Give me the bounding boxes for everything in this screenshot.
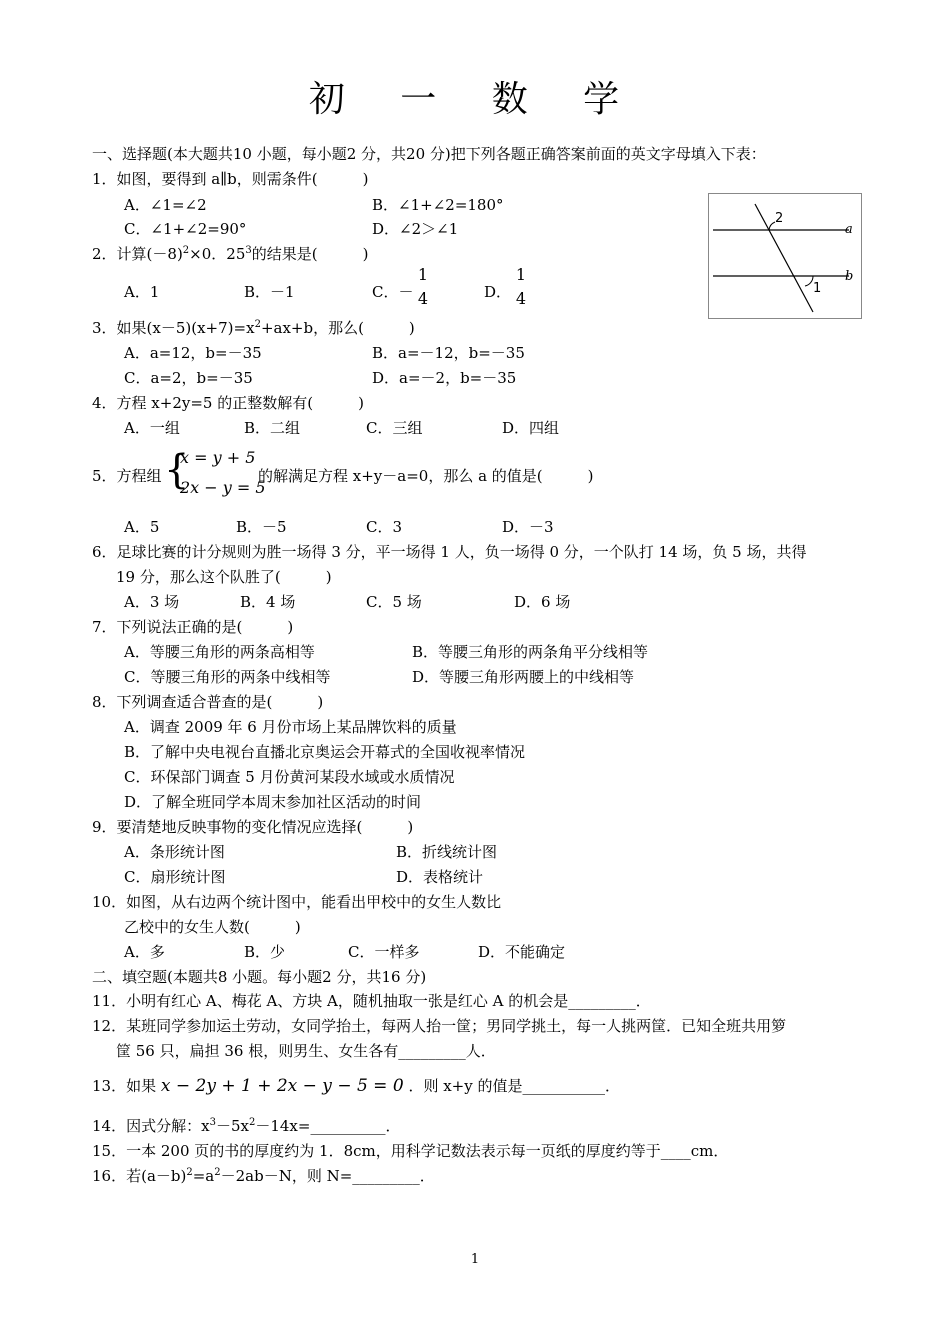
q16-end: －2ab－N，则 N=_________． [220,1167,435,1185]
q9-option-a: A．条形统计图 [124,843,225,861]
q8-stem: 8．下列调查适合普查的是( ) [92,693,324,711]
q1-option-d: D．∠2＞∠1 [372,220,459,238]
q14-exponent-2: 2 [248,1117,256,1128]
q6-option-b: B．4 场 [240,593,296,611]
q6-option-c: C．5 场 [366,593,422,611]
q5-brace: { [164,447,190,493]
q4-option-d: D．四组 [502,419,560,437]
q5-option-a: A．5 [124,518,160,536]
q14 [92,1116,400,1136]
q4-stem: 4．方程 x+2y=5 的正整数解有( ) [92,394,364,412]
q9-option-d: D．表格统计 [396,868,484,886]
q11: 11．小明有红心 A、梅花 A、方块 A，随机抽取一张是红心 A 的机会是_________． [92,992,651,1010]
q3-stem-part1: 3．如果(x－5)(x+7)=x [92,319,255,337]
q14-mid: －5x [215,1117,249,1135]
q14-end: －14x=__________． [255,1117,401,1135]
q4-option-a: A．一组 [124,419,180,437]
q9-option-b: B．折线统计图 [396,843,498,861]
q2-stem [92,244,368,264]
q2-option-d: D． [484,283,512,301]
q5-option-c: C．3 [366,518,403,536]
q8-option-a: A．调查 2009 年 6 月份市场上某品牌饮料的质量 [124,718,457,736]
q14-exponent-1: 3 [209,1117,216,1128]
q4-option-c: C．三组 [366,419,423,437]
q5-option-d: D．－3 [502,518,554,536]
q3-stem-part2: +ax+b，那么( ) [260,319,415,337]
angle-2-label: 2 [775,211,784,226]
q1-option-a: A．∠1=∠2 [124,196,207,214]
q6-option-a: A．3 场 [124,593,180,611]
q2-option-b: B．－1 [244,283,295,301]
q13-suffix: ．则 x+y 的值是___________． [408,1077,620,1095]
q5-prefix: 5．方程组 [92,467,162,485]
line-a-label: a [845,222,853,237]
q3-option-d: D．a=－2，b=－35 [372,369,517,387]
q5-equation-1: x = y + 5 [180,448,256,467]
q15: 15．一本 200 页的书的厚度约为 1．8cm，用科学记数法表示每一页纸的厚度约等于____cm． [92,1142,729,1160]
page-title: 初 一 数 学 [308,79,642,120]
q8-option-c: C．环保部门调查 5 月份黄河某段水域或水质情况 [124,768,455,786]
q2-option-c: C．－ [372,283,414,301]
q1-figure [708,193,862,319]
q2-option-c-fraction [416,265,430,311]
q6-stem-line2: 19 分，那么这个队胜了( ) [116,568,332,586]
q2-exponent-1: 2 [182,245,190,256]
q2-option-d-fraction [514,265,528,311]
q8-option-d: D．了解全班同学本周末参加社区活动的时间 [124,793,422,811]
q16-mid: =a [192,1167,215,1185]
q3-option-c: C．a=2，b=－35 [124,369,253,387]
q2-stem-part1: 2．计算(－8) [92,245,183,263]
q2-stem-part2: ×0．25 [189,245,246,263]
line-b-label: b [845,269,854,284]
q16-exponent-1: 2 [186,1167,193,1178]
q1-stem: 1．如图，要得到 a∥b，则需条件( ) [92,170,369,188]
q13 [92,1076,620,1096]
q1-option-b: B．∠1+∠2=180° [372,196,504,214]
q9-stem: 9．要清楚地反映事物的变化情况应选择( ) [92,818,414,836]
fraction-denominator: 4 [417,289,429,308]
q3-option-a: A．a=12，b=－35 [124,344,262,362]
q12-line2: 筐 56 只，扁担 36 根，则男生、女生各有_________人． [116,1042,496,1060]
q2-stem-part3: 的结果是( ) [251,245,369,263]
section1-heading: 一、选择题(本大题共10 小题，每小题2 分，共20 分)把下列各题正确答案前面的英文字母填入下表： [92,145,766,163]
q3-option-b: B．a=－12，b=－35 [372,344,525,362]
q16-exponent-2: 2 [214,1167,221,1178]
q13-equation: x − 2y + 1 + 2x − y − 5 = 0 [160,1076,404,1096]
q10-option-d: D．不能确定 [478,943,566,961]
fraction-numerator: 1 [515,265,527,284]
q14-prefix: 14．因式分解：x [92,1117,210,1135]
q7-option-c: C．等腰三角形的两条中线相等 [124,668,331,686]
q5-option-b: B．－5 [236,518,287,536]
q2-exponent-2: 3 [245,245,252,256]
fraction-denominator: 4 [515,289,527,308]
q10-option-c: C．一样多 [348,943,420,961]
q16 [92,1166,435,1186]
q7-stem: 7．下列说法正确的是( ) [92,618,294,636]
q7-option-a: A．等腰三角形的两条高相等 [124,643,315,661]
q3-exponent: 2 [254,319,261,330]
q5-suffix: 的解满足方程 x+y－a=0，那么 a 的值是( ) [258,467,594,485]
q13-prefix: 13．如果 [92,1077,157,1095]
q4-option-b: B．二组 [244,419,301,437]
parallel-lines-diagram [709,194,861,318]
q2-option-a: A．1 [124,283,160,301]
q1-option-c: C．∠1+∠2=90° [124,220,247,238]
q12-line1: 12．某班同学参加运土劳动，女同学抬土，每两人抬一筐；男同学挑土，每一人挑两筐．已知全班共用箩 [92,1017,787,1035]
angle-1-label: 1 [813,281,822,296]
q10-option-a: A．多 [124,943,165,961]
q10-stem-line1: 10．如图，从右边两个统计图中，能看出甲校中的女生人数比 [92,893,502,911]
q6-option-d: D．6 场 [514,593,571,611]
page-number: 1 [470,1252,480,1267]
q10-option-b: B．少 [244,943,286,961]
q3-stem [92,318,415,338]
q7-option-b: B．等腰三角形的两条角平分线相等 [412,643,649,661]
section2-heading: 二、填空题(本题共8 小题。每小题2 分，共16 分) [92,968,427,986]
q16-prefix: 16．若(a－b) [92,1167,187,1185]
q9-option-c: C．扇形统计图 [124,868,226,886]
q6-stem-line1: 6．足球比赛的计分规则为胜一场得 3 分，平一场得 1 人，负一场得 0 分，一个队打 14 场，负 5 场，共得 [92,543,807,561]
q10-stem-line2: 乙校中的女生人数( ) [124,918,301,936]
q7-option-d: D．等腰三角形两腰上的中线相等 [412,668,635,686]
q8-option-b: B．了解中央电视台直播北京奥运会开幕式的全国收视率情况 [124,743,526,761]
fraction-numerator: 1 [417,265,429,284]
q5-equation-2: 2x − y = 5 [180,478,266,497]
